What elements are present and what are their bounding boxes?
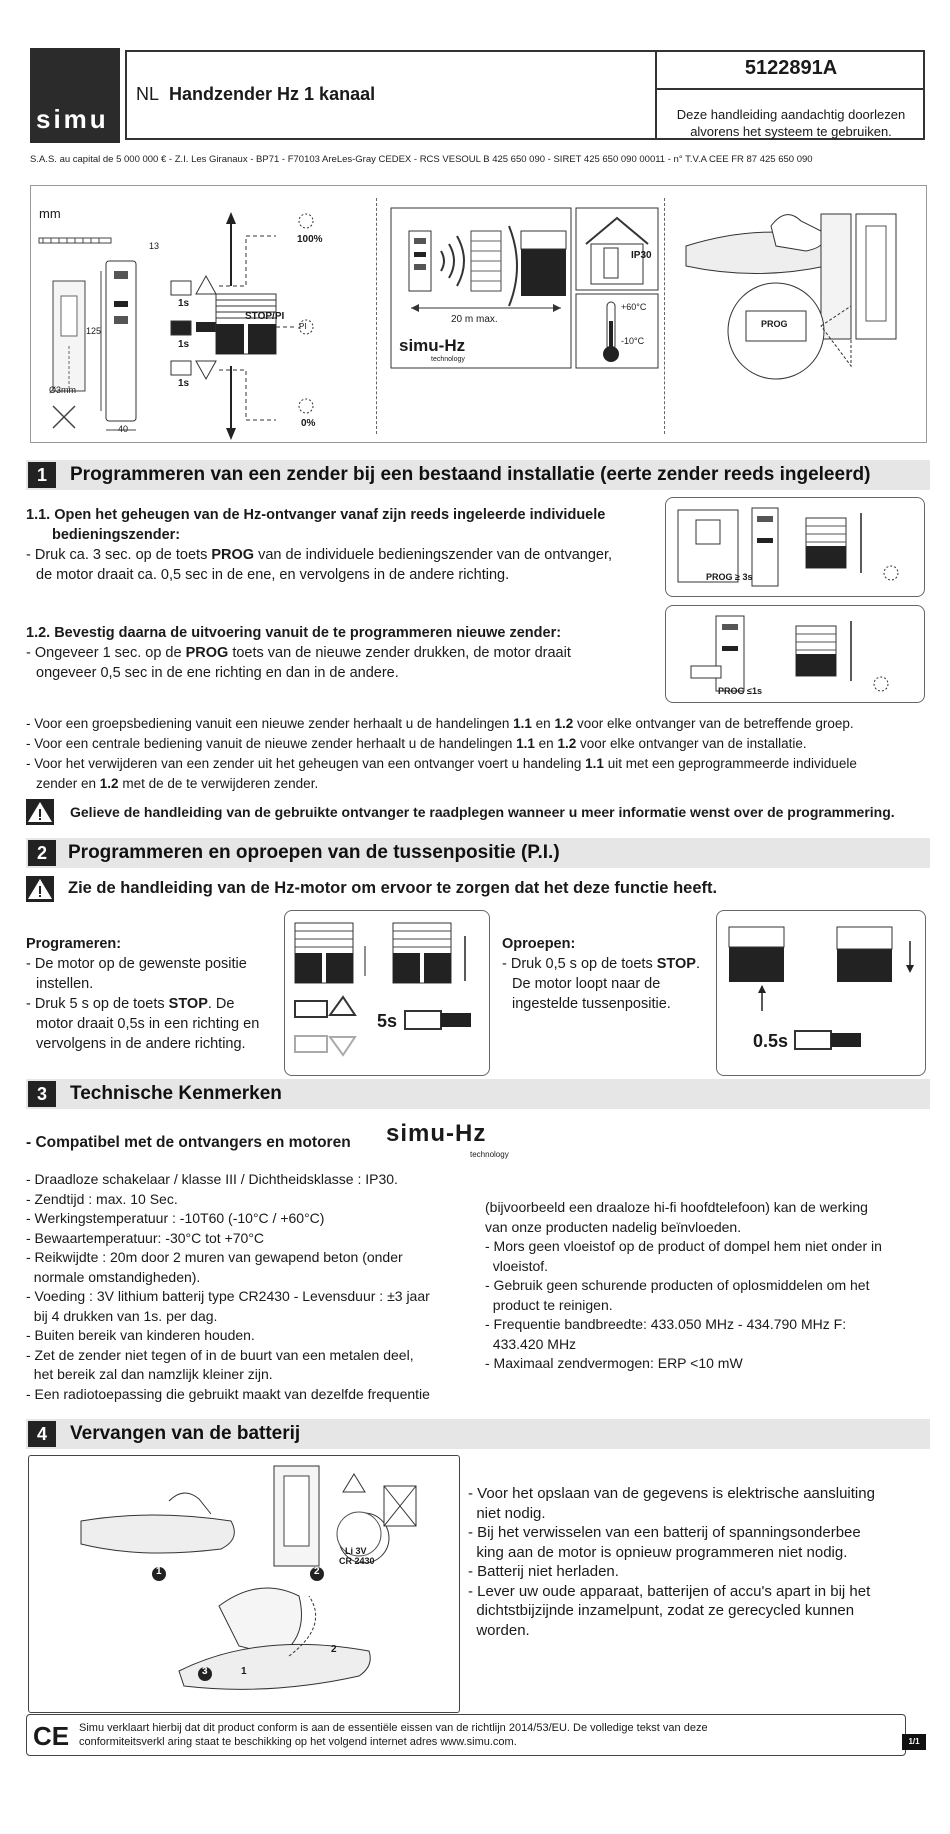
note-line: alvorens het systeem te gebruiken.	[690, 124, 892, 139]
overview-illustration	[30, 185, 927, 443]
list-item: - Batterij niet herladen.	[468, 1563, 619, 1580]
step-marker: 2	[314, 1566, 320, 1577]
list-item: - Werkingstemperatuur : -10T60 (-10°C / +60°C)	[26, 1210, 325, 1226]
text: . De	[207, 996, 235, 1012]
note	[26, 754, 931, 774]
prog-1s-label: PROG ≤1s	[718, 686, 762, 696]
duration-label: 5s	[377, 1011, 398, 1031]
pi-label: PI	[299, 322, 307, 331]
text: de motor draait ca. 0,5 sec in de ene, en vervolgens in de andere richting.	[36, 567, 510, 583]
dim-label: Ø3mm	[49, 385, 76, 395]
ref: 1.2	[554, 716, 574, 731]
step-title: 1.2. Bevestig daarna de uitvoering vanuit de te programmeren nieuwe zender:	[26, 625, 562, 641]
step-marker: 1	[156, 1566, 162, 1577]
step-1-1-drawing	[666, 498, 926, 598]
battery-label: Li 3V	[345, 1546, 367, 1556]
text: van de individuele bedieningszender van de ontvanger,	[254, 547, 613, 563]
conformity-text	[79, 1721, 899, 1749]
list-item: (bijvoorbeeld een draaloze hi-fi hoofdtelefoon) kan de werking	[485, 1199, 868, 1215]
section-title: Technische Kenmerken	[70, 1083, 282, 1104]
section-number: 1	[28, 462, 56, 488]
note	[26, 774, 931, 794]
section-number: 2	[28, 840, 56, 866]
text: en	[531, 716, 555, 731]
sub-title: Oproepen:	[502, 936, 576, 952]
simu-hz-logo: simu-Hz	[399, 336, 466, 355]
list-item: - Bewaartemperatuur: -30°C tot +70°C	[26, 1229, 265, 1246]
dim-label: 125	[86, 326, 102, 336]
simu-hz-logo: simu-Hz	[386, 1120, 487, 1147]
step-title: 1.1. Open het geheugen van de Hz-ontvanger vanaf zijn reeds ingeleerde individuele	[26, 507, 606, 523]
list-item: dichtstbijzijnde inzamelpunt, zodat ze gerecycled kunnen	[468, 1602, 855, 1619]
key-name: STOP	[656, 956, 696, 972]
step-title: bedieningszender:	[52, 527, 181, 543]
section-2-warning: Zie de handleiding van de Hz-motor om ervoor te zorgen dat het deze functie heeft.	[68, 879, 718, 897]
section-title: Programmeren van een zender bij een bestaand installatie (eerte zender reeds ingeleerd)	[70, 464, 871, 485]
list-item: - Maximaal zendvermogen: ERP <10 mW	[485, 1355, 743, 1371]
recall-instructions	[502, 934, 717, 1014]
battery-notes	[468, 1484, 928, 1640]
header-divider	[655, 50, 657, 140]
section-title: Vervangen van de batterij	[70, 1423, 301, 1444]
duration-label: 0.5s	[753, 1031, 789, 1051]
list-item: vloeistof.	[485, 1257, 549, 1274]
list-item: - Gebruik geen schurende producten of oplosmiddelen om het	[485, 1277, 870, 1293]
list-item: het bereik zal dan namzlijk kleiner zijn.	[26, 1366, 273, 1382]
step-1-1	[26, 505, 656, 585]
list-item: 433.420 MHz	[485, 1335, 577, 1352]
document-title	[136, 84, 375, 105]
list-item: worden.	[468, 1621, 530, 1639]
battery-label: CR 2430	[339, 1556, 375, 1566]
ip-label: IP30	[631, 250, 652, 261]
prog-label: PROG	[761, 319, 788, 329]
warning-icon	[26, 876, 54, 902]
step-marker: 3	[202, 1666, 208, 1677]
list-item: - Bij het verwisselen van een batterij of spanningsonderbee	[468, 1524, 861, 1541]
sub-title: Programeren:	[26, 936, 122, 952]
text: Simu verklaart hierbij dat dit product conform is aan de essentiële eissen van de richtlijn 2014/53/EU. De volledige tekst van deze	[79, 1722, 708, 1734]
program-drawing	[285, 911, 491, 1077]
ref: 1.1	[516, 736, 535, 751]
text: voor elke ontvanger van de betreffende groep.	[573, 716, 854, 731]
conformity-box	[26, 1714, 906, 1756]
section-number: 4	[28, 1421, 56, 1447]
warning-icon	[26, 799, 54, 825]
ref: 1.2	[99, 776, 119, 791]
list-item: product te reinigen.	[485, 1296, 613, 1313]
step-1-2	[26, 623, 656, 683]
logo-text: simu	[36, 104, 109, 134]
time-label: 1s	[178, 339, 190, 350]
mm-label: mm	[39, 206, 61, 221]
key-name: PROG	[211, 547, 255, 563]
note	[26, 734, 931, 754]
section-number: 3	[28, 1081, 56, 1107]
list-item: - Een radiotoepassing die gebruikt maakt van dezelfde frequentie	[26, 1385, 430, 1402]
document-code: 5122891A	[744, 57, 838, 79]
list-item: niet nodig.	[468, 1504, 546, 1522]
step-1-1-illustration	[665, 497, 925, 597]
battery-illustration	[28, 1455, 460, 1713]
program-illustration	[284, 910, 490, 1076]
text: - Ongeveer 1 sec. op de	[26, 645, 186, 661]
text: - Voor het verwijderen van een zender uit het geheugen van een ontvanger voert u handeling	[26, 756, 586, 771]
list-item: - Voor het opslaan van de gegevens is elektrische aansluiting	[468, 1485, 875, 1502]
recall-drawing	[717, 911, 927, 1077]
title-text: Handzender Hz 1 kanaal	[169, 84, 376, 104]
header-divider-h	[655, 88, 925, 90]
list-item: king aan de motor is opnieuw programmeren niet nodig.	[468, 1543, 848, 1561]
text: conformiteitsverkl aring staat te beschikking op het volgend internet adres www.simu.com.	[79, 1736, 517, 1748]
list-item: - Reikwijdte : 20m door 2 muren van gewapend beton (onder	[26, 1249, 403, 1265]
text: instellen.	[36, 976, 94, 992]
list-item: - Zet de zender niet tegen of in de buurt van een metalen deel,	[26, 1346, 414, 1363]
logo-sub: technology	[431, 356, 465, 363]
specs-left	[26, 1170, 496, 1404]
ce-mark: CE	[33, 1721, 70, 1751]
list-item: - Draadloze schakelaar / klasse III / Dichtheidsklasse : IP30.	[26, 1171, 398, 1187]
text: - De motor op de gewenste positie	[26, 956, 247, 972]
divider	[664, 198, 665, 434]
ref: 1.1	[585, 756, 604, 771]
section-title: Programmeren en oproepen van de tussenpositie (P.I.)	[68, 842, 560, 863]
section-2-header	[26, 838, 930, 868]
text: ongeveer 0,5 sec in de ene richting en dan in de andere.	[36, 665, 399, 681]
dim-label: 13	[149, 241, 160, 251]
percent-label: 0%	[301, 418, 316, 429]
simu-logo	[30, 48, 120, 143]
note-line: Deze handleiding aandachtig doorlezen	[676, 107, 906, 122]
text: ingestelde tussenpositie.	[512, 996, 671, 1012]
text: - Voor een groepsbediening vanuit een nieuwe zender herhaalt u de handelingen	[26, 716, 514, 731]
header-note	[660, 106, 922, 140]
language-code: NL	[136, 84, 160, 104]
list-item: bij 4 drukken van 1s. per dag.	[26, 1307, 218, 1324]
divider	[376, 198, 377, 434]
section-1-warning: Gelieve de handleiding van de gebruikte ontvanger te raadplegen wanneer u meer informatie wenst over de programmering.	[70, 804, 895, 820]
section-4-header	[26, 1419, 930, 1449]
logo-sub: technology	[470, 1150, 509, 1159]
recall-illustration	[716, 910, 926, 1076]
key-name: PROG	[185, 645, 229, 661]
list-item: van onze producten nadelig beïnvloeden.	[485, 1218, 742, 1235]
text: - Druk 5 s op de toets	[26, 996, 169, 1012]
time-label: 1s	[178, 298, 190, 309]
section-3-header	[26, 1079, 930, 1109]
temp-label: +60°C	[621, 302, 647, 312]
text: - Druk ca. 3 sec. op de toets	[26, 547, 212, 563]
compatibility-line: - Compatibel met de ontvangers en motoren	[26, 1134, 351, 1151]
text: voor elke ontvanger van de installatie.	[576, 736, 807, 751]
text: De motor loopt naar de	[512, 976, 661, 992]
list-item: - Voeding : 3V lithium batterij type CR2430 - Levensduur : ±3 jaar	[26, 1288, 430, 1304]
page-number: 1/1	[902, 1734, 926, 1750]
temp-label: -10°C	[621, 336, 645, 346]
text: uit met een geprogrammeerde individuele	[603, 756, 857, 771]
percent-label: 100%	[297, 234, 323, 245]
section-1-notes	[26, 714, 931, 794]
arrow-label: 2	[331, 1644, 337, 1655]
dim-label: 40	[118, 424, 129, 434]
time-label: 1s	[178, 378, 190, 389]
list-item: - Mors geen vloeistof op de product of dompel hem niet onder in	[485, 1238, 882, 1254]
section-1-header	[26, 460, 930, 490]
text: zender en	[36, 776, 100, 791]
text: en	[534, 736, 558, 751]
list-item: - Frequentie bandbreedte: 433.050 MHz - 434.790 MHz F:	[485, 1316, 847, 1332]
ref: 1.2	[557, 736, 577, 751]
text: .	[695, 956, 700, 972]
legal-line: S.A.S. au capital de 5 000 000 € - Z.I. Les Giranaux - BP71 - F70103 AreLes-Gray CEDEX - RCS VESOUL B 425 650 090 - SIRET 425 650 090 00011 - n° T.V.A CEE FR 87 425 650 090	[30, 154, 813, 165]
text: toets van de nieuwe zender drukken, de motor draait	[228, 645, 571, 661]
step-1-2-illustration	[665, 605, 925, 703]
program-instructions	[26, 934, 286, 1054]
text: - Druk 0,5 s op de toets	[502, 956, 657, 972]
text: - Voor een centrale bediening vanuit de nieuwe zender herhaalt u de handelingen	[26, 736, 517, 751]
specs-right	[485, 1198, 930, 1374]
distance-label: 20 m max.	[451, 314, 498, 325]
list-item: - Zendtijd : max. 10 Sec.	[26, 1190, 178, 1207]
note	[26, 714, 931, 734]
list-item: normale omstandigheden).	[26, 1268, 201, 1285]
stop-pi-label: STOP/PI	[245, 311, 285, 322]
arrow-label: 1	[241, 1666, 247, 1677]
key-name: STOP	[168, 996, 208, 1012]
text: met de de te verwijderen zender.	[118, 776, 319, 791]
ref: 1.1	[513, 716, 532, 731]
list-item: - Lever uw oude apparaat, batterijen of accu's apart in bij het	[468, 1582, 871, 1600]
prog-3s-label: PROG ≥ 3s	[706, 572, 753, 582]
list-item: - Buiten bereik van kinderen houden.	[26, 1327, 255, 1343]
text: motor draait 0,5s in een richting en	[36, 1016, 260, 1032]
text: vervolgens in de andere richting.	[36, 1036, 246, 1052]
step-1-2-drawing	[666, 606, 926, 704]
